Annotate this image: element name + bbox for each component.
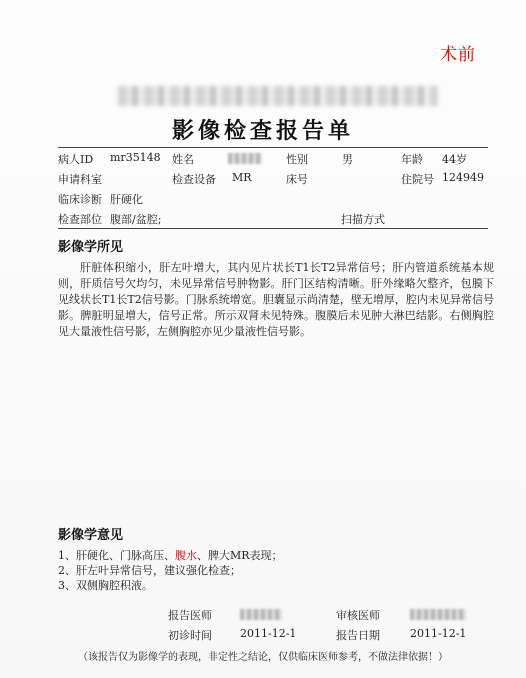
findings-text: 肝脏体积缩小，肝左叶增大，其内见片状长T1长T2异常信号；肝内管道系统基本规则，肝质信号欠均匀，未见异常信号肿物影。肝门区结构清晰。肝外缘略欠整齐，包膜下见线状长T1长T2信号影。门脉系统增宽。胆囊显示尚清楚，壁无增厚，腔内未见异常信号影。脾脏明显增大，信号正常。所示双肾未见特殊。腹膜后未见肿大淋巴结影。右侧胸腔见大量液性信号影，左侧胸腔亦见少量液性信号影。 — [58, 261, 494, 338]
device-value: MR — [232, 171, 252, 184]
findings-heading: 影像学所见 — [58, 240, 124, 255]
age-label: 年龄 — [401, 153, 423, 166]
first-visit-date: 2011-12-1 — [240, 627, 297, 640]
impressions-list — [58, 548, 283, 593]
part-value: 腹部/盆腔; — [110, 213, 162, 226]
report-date-label: 报告日期 — [336, 629, 380, 642]
device-label: 检查设备 — [172, 173, 216, 186]
ascites-highlight: 腹水 — [175, 549, 197, 562]
sex-label: 性别 — [286, 153, 308, 166]
reviewer-label: 审核医师 — [336, 609, 380, 622]
patient-id-value: mr35148 — [110, 151, 161, 164]
patient-info-table — [58, 147, 488, 229]
patient-id-label: 病人ID — [58, 153, 94, 166]
first-visit-label: 初诊时间 — [168, 629, 212, 642]
report-title: 影像检查报告单 — [171, 118, 354, 144]
sex-value: 男 — [342, 153, 353, 166]
impression-item-3: 3、双侧胸腔积液。 — [58, 579, 153, 592]
impression-item-2: 2、肝左叶异常信号，建议强化检查； — [58, 564, 241, 577]
inpatient-label: 住院号 — [401, 173, 434, 186]
dept-label: 申请科室 — [58, 173, 102, 186]
age-value: 44岁 — [442, 153, 467, 166]
bed-label: 床号 — [286, 173, 308, 186]
reporter-label: 报告医师 — [168, 609, 212, 622]
reviewer-redacted — [410, 607, 466, 620]
inpatient-value: 124949 — [442, 171, 484, 184]
impression-item-1: 1、肝硬化、门脉高压、腹水、脾大MR表现； — [58, 549, 283, 562]
name-redacted — [228, 151, 262, 164]
disclaimer: （该报告仅为影像学的表现，非定性之结论，仅供临床医师参考，不做法律依据！） — [78, 652, 448, 663]
diagnosis-label: 临床诊断 — [58, 193, 102, 206]
report-date: 2011-12-1 — [410, 627, 467, 640]
preop-mark: 术前 — [440, 45, 476, 65]
impressions-heading: 影像学意见 — [58, 528, 124, 543]
part-label: 检查部位 — [58, 213, 102, 226]
scan-label: 扫描方式 — [341, 213, 385, 226]
hospital-name-redacted — [118, 86, 438, 106]
diagnosis-value: 肝硬化 — [110, 193, 143, 206]
reporter-redacted — [240, 607, 282, 620]
name-label: 姓名 — [172, 153, 194, 166]
